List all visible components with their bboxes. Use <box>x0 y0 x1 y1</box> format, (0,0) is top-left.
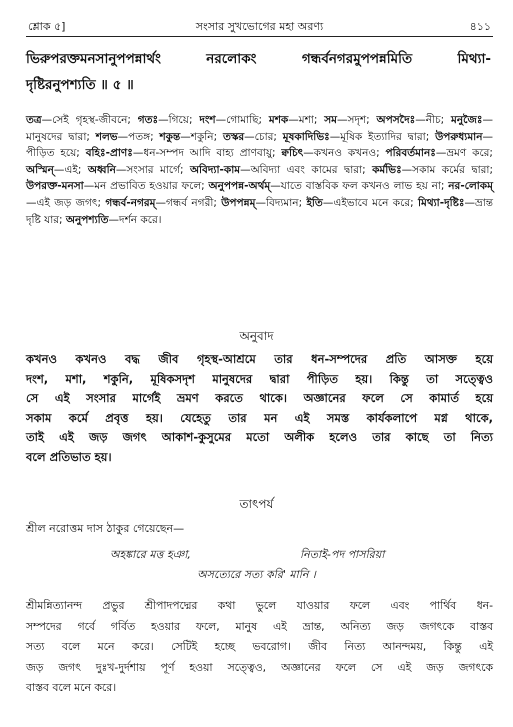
synonym-term: অধ্বনি <box>87 163 116 176</box>
synonym-term: ইতি <box>306 196 323 209</box>
synonym-meaning: —বিদ্যমান; <box>255 196 307 209</box>
synonym-meaning: —অবিদ্যা এবং কামের দ্বারা; <box>240 163 373 176</box>
synonym-meaning: —নীচ; <box>415 114 451 126</box>
word-for-word-synonyms <box>26 112 493 228</box>
translation-line: বলে প্রতিভাত হয়। <box>26 449 112 464</box>
synonym-term: শকুন্ত <box>159 130 181 143</box>
translation-line: তাই এই জড় জগৎ আকাশ-কুসুমের মতো অলীক হলেও তার কাছে তা নিত্য <box>26 430 493 445</box>
song-line-1-left: অহঙ্কারে মত্ত হঞা, <box>110 548 191 561</box>
synonym-meaning: —কখনও কখনও; <box>303 147 386 160</box>
verse-line: ভিরুপরক্তমনসানুপপন্নার্থং নরলোকং গন্ধর্বনগরমুপপন্নমিতি মিথ্যা- <box>26 51 491 67</box>
header-verse-number: শ্লোক ৫] <box>28 20 66 33</box>
synonym-term: অপসদৈঃ <box>376 114 416 126</box>
running-header <box>28 14 491 36</box>
synonym-meaning: —মশা; <box>288 114 325 126</box>
synonym-term: দংশ <box>199 114 216 126</box>
purport-line: বাস্তব বলে মনে করে। <box>26 681 117 695</box>
purport-heading: তাৎপর্য <box>239 497 274 511</box>
synonym-term: পরিবর্তমানঃ <box>385 147 436 160</box>
synonym-term: ক্বচিৎ <box>281 147 304 160</box>
synonym-term: অনুপপন্ন-অর্থম্ <box>208 180 271 193</box>
synonym-term: সম <box>324 114 337 126</box>
synonym-meaning: —ভ্রান্ত দৃষ্টি যার; <box>26 196 493 226</box>
synonym-meaning: —দর্শন করে। <box>108 213 162 226</box>
synonym-meaning: —সংসার মার্গে; <box>115 163 190 176</box>
synonym-meaning: —মন প্রভাবিত হওয়ার ফলে; <box>83 180 209 193</box>
synonym-meaning: —গন্ধর্ব নগরী; <box>155 196 222 209</box>
synonym-term: অস্মিন্ <box>26 163 54 176</box>
header-rule <box>26 36 493 37</box>
synonym-meaning: —সদৃশ; <box>336 114 377 126</box>
synonym-term: গন্ধর্ব-নগরম্ <box>105 196 156 209</box>
translation-line: সকাম কর্মে প্রবৃত্ত হয়। যেহেতু তার মন এই সমস্ত কার্যকলাপে মগ্ন থাকে, <box>26 410 493 425</box>
header-chapter-title: সংসার সুখভোগের মহা অরণ্য <box>195 20 324 33</box>
translation-heading: অনুবাদ <box>239 329 274 343</box>
synonym-term: তস্কর <box>222 130 245 143</box>
purport-intro: শ্রীল নরোত্তম দাস ঠাকুর গেয়েছেন— <box>26 522 185 535</box>
synonym-term: বহিঃ-প্রাণঃ <box>85 147 133 160</box>
synonym-term: উপপন্নম্ <box>221 196 256 209</box>
song-line-2-text: অসত্যেরে সত্য করি' মানি । <box>197 568 316 581</box>
synonym-meaning: —শকুনি; <box>180 130 223 143</box>
synonym-meaning: —গিয়ে; <box>158 114 200 126</box>
synonym-term: শলভ <box>95 130 118 143</box>
purport-line: শ্রীমন্নিত্যানন্দ প্রভুর শ্রীপাদপদ্মের কথা ভুলে যাওয়ার ফলে এবং পার্থিব ধন- <box>26 599 493 612</box>
synonym-term: উপরুধ্যমান <box>435 130 483 143</box>
translation-line: কখনও কখনও বদ্ধ জীব গৃহস্থ-আশ্রমে তার ধন-সম্পদের প্রতি আসক্ত হয়ে <box>26 352 493 366</box>
synonym-meaning: —মানুষদের দ্বারা; <box>26 114 493 143</box>
synonym-meaning: —এই; <box>53 163 88 176</box>
synonym-term: মশক <box>268 114 289 126</box>
translation-text <box>26 350 493 468</box>
synonym-meaning: —মূষিক ইত্যাদির দ্বারা; <box>329 130 436 143</box>
synonym-term: নর-লোকম্ <box>448 180 493 193</box>
translation-line: দংশ, মশা, শকুনি, মূষিকসদৃশ মানুষদের দ্বারা পীড়িত হয়। কিন্তু তা সত্ত্বেও <box>26 371 493 386</box>
synonym-term: গতঃ <box>137 114 159 126</box>
translation-line: সে এই সংসার মার্গেই ভ্রমণ করতে থাকে। অজ্ঞানের ফলে সে কামার্ত হয়ে <box>26 391 493 406</box>
synonym-meaning: —গোমাছি; <box>215 114 269 126</box>
synonym-meaning: —ভ্রমণ করে; <box>435 147 493 160</box>
verse-line: দৃষ্টিরনুপশ্যতি ॥ ৫ ॥ <box>26 77 134 93</box>
synonym-meaning: —যাতে বাস্তবিক ফল কখনও লাভ হয় না; <box>270 180 449 193</box>
synonym-term: কর্মভিঃ <box>372 163 402 176</box>
sanskrit-verse <box>26 46 491 98</box>
purport-line: জড় জগৎ দুঃখ-দুর্দশায় পূর্ণ হওয়া সত্ত্বেও, অজ্ঞানের ফলে সে এই জড় জগৎকে <box>26 660 493 674</box>
synonym-term: অবিদ্যা-কাম <box>189 163 241 176</box>
synonym-term: অনুপশ্যতি <box>65 213 109 226</box>
synonym-term: উপরক্ত-মনসা <box>26 180 84 193</box>
synonym-meaning: —এইভাবে মনে করে; <box>322 196 418 209</box>
synonym-meaning: —পতঙ্গ; <box>117 130 160 143</box>
synonym-meaning: —ধন-সম্পদ আদি বাহ্য প্রাণবায়ু; <box>132 147 282 160</box>
synonym-term: মনুজৈঃ <box>451 114 483 126</box>
purport-line: সত্য বলে মনে করে। সেটিই হচ্ছে ভবরোগ। জীব নিত্য আনন্দময়, কিন্তু এই <box>26 640 493 654</box>
synonym-meaning: —সকাম কর্মের দ্বারা; <box>401 163 493 176</box>
synonym-meaning: —সেই গৃহস্থ-জীবনে; <box>41 114 138 126</box>
purport-line: সম্পদের গর্বে গর্বিত হওয়ার ফলে, মানুষ এই ভ্রান্ত, অনিত্য জড় জগৎকে বাস্তব <box>26 619 493 633</box>
purport-text <box>26 596 493 699</box>
synonym-meaning: —এই জড় জগৎ; <box>26 196 106 209</box>
synonym-term: মিথ্যা-দৃষ্টিঃ <box>418 196 465 209</box>
song-line-1-right: নিতাই-পদ পাসরিয়া <box>300 548 385 561</box>
synonym-term: তত্র <box>26 114 42 126</box>
header-page-number: ৪১১ <box>469 20 491 33</box>
synonym-term: মূষকাদিভিঃ <box>282 130 330 143</box>
synonym-meaning: —পীড়িত হয়ে; <box>26 130 493 160</box>
synonym-meaning: —চোর; <box>244 130 283 143</box>
